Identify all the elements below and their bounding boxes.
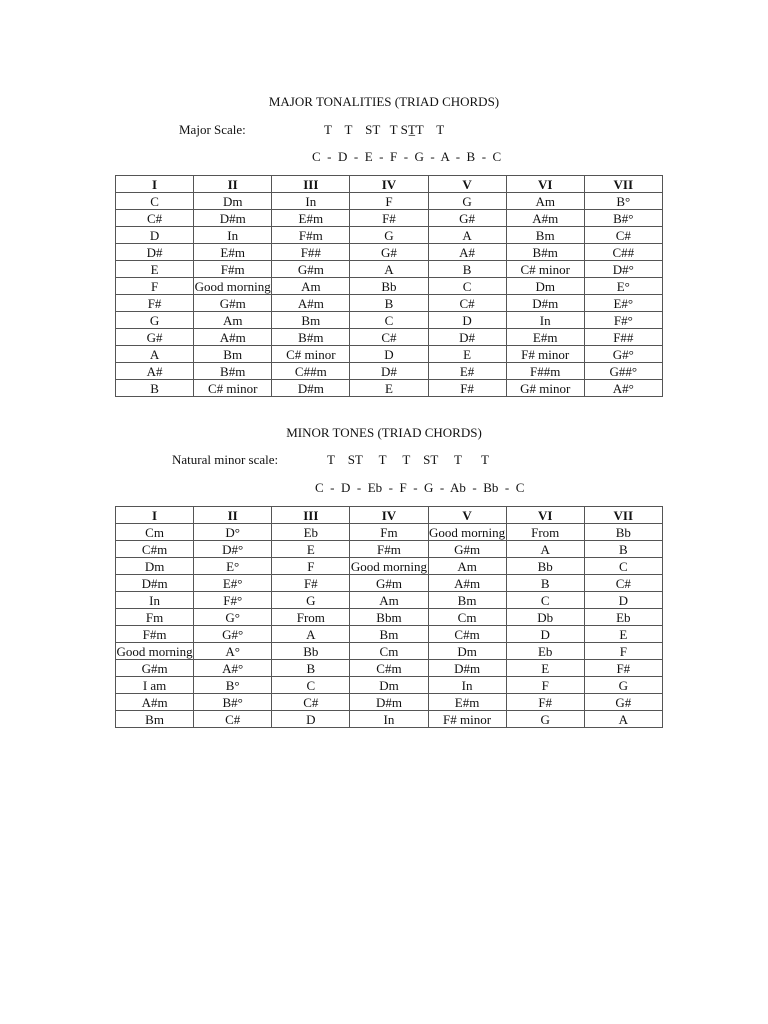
major-table-row (116, 210, 663, 227)
minor-chord-cell: C# (194, 711, 272, 728)
major-chord-cell: C## (584, 244, 662, 261)
major-chord-cell: Good morning (194, 278, 271, 294)
major-chord-cell: G#° (584, 346, 662, 363)
major-chord-cell: Am (272, 278, 350, 295)
minor-chord-cell: Good morning (428, 524, 506, 540)
major-chord-cell: A#m (506, 210, 584, 227)
minor-chord-cell: F#m (116, 626, 194, 643)
major-header-vi: VI (506, 176, 584, 193)
minor-chord-cell: Good morning (116, 643, 193, 659)
minor-chord-cell: I am (116, 677, 194, 694)
major-header-iii: III (272, 176, 350, 193)
major-chord-cell: A (428, 227, 506, 244)
minor-chord-cell: D (272, 711, 350, 728)
major-chord-cell: D#° (584, 261, 662, 278)
minor-table-row (116, 592, 663, 609)
minor-chord-cell: Bm (428, 592, 506, 609)
minor-chord-cell: G (506, 711, 584, 728)
major-chord-cell: Bm (506, 227, 584, 244)
major-chord-cell: E (350, 380, 428, 397)
major-chord-cell: Dm (506, 278, 584, 295)
minor-chord-cell: G#m (116, 660, 194, 677)
minor-table-row (116, 558, 663, 575)
major-table-row (116, 244, 663, 261)
major-chord-cell: F## (584, 329, 662, 346)
minor-title: MINOR TONES (TRIAD CHORDS) (286, 425, 482, 440)
minor-chord-cell: G° (194, 609, 272, 626)
minor-chord-cell: D° (194, 524, 272, 541)
major-chord-cell: C# (584, 227, 662, 244)
major-header-i: I (116, 176, 194, 193)
minor-chord-cell: Dm (116, 558, 194, 575)
minor-chord-cell: E (272, 541, 350, 558)
minor-header-ii: II (194, 507, 272, 524)
minor-chord-cell: In (350, 711, 428, 728)
minor-header-iv: IV (350, 507, 428, 524)
major-header-row (116, 176, 663, 193)
major-chord-cell: D#m (506, 295, 584, 312)
major-chord-cell: A#m (272, 295, 350, 312)
minor-chord-cell: F (506, 677, 584, 694)
major-title: MAJOR TONALITIES (TRIAD CHORDS) (268, 94, 500, 109)
major-chord-cell: F# (116, 295, 194, 312)
major-chord-cell: C# (428, 295, 506, 312)
major-chord-cell: D (350, 346, 428, 363)
major-chord-cell: C# minor (194, 380, 272, 397)
minor-chord-cell: C# (272, 694, 350, 711)
major-table-row (116, 312, 663, 329)
major-chord-cell: Bb (350, 278, 428, 295)
minor-chord-cell: G (584, 677, 662, 694)
minor-chord-cell: G#m (350, 575, 428, 592)
minor-chord-cell: Good morning (350, 558, 428, 574)
minor-chord-cell: A#m (428, 575, 506, 592)
major-chord-cell: F#° (584, 312, 662, 329)
major-chord-cell: D#m (272, 380, 350, 397)
minor-header-v: V (428, 507, 506, 524)
major-table-row (116, 193, 663, 210)
minor-chord-cell: E#m (428, 694, 506, 711)
major-chord-cell: D# (428, 329, 506, 346)
major-chord-cell: F## (272, 244, 350, 261)
major-chord-cell: D# (116, 244, 194, 261)
minor-chord-cell: D (506, 626, 584, 643)
major-chord-cell: F# minor (506, 346, 584, 363)
major-chord-cell: C##m (272, 363, 350, 380)
major-chord-cell: C (350, 312, 428, 329)
major-chord-cell: In (194, 227, 272, 244)
minor-chord-cell: Cm (116, 524, 194, 541)
major-chord-cell: A (350, 261, 428, 278)
minor-chord-cell: F# (272, 575, 350, 592)
minor-table-row (116, 541, 663, 558)
major-chord-cell: C# (116, 210, 194, 227)
major-table-row (116, 380, 663, 397)
minor-scale-notes: C - D - Eb - F - G - Ab - Bb - C (315, 480, 525, 495)
minor-chord-cell: Bb (584, 524, 662, 541)
minor-table-row (116, 643, 663, 660)
major-table-row (116, 363, 663, 380)
major-chord-cell: Am (194, 312, 272, 329)
major-table-row (116, 346, 663, 363)
major-chord-cell: D# (350, 363, 428, 380)
minor-chord-cell: Bm (116, 711, 194, 728)
major-table-row (116, 278, 663, 295)
minor-header-vii: VII (584, 507, 662, 524)
minor-chord-cell: From (272, 609, 350, 626)
minor-chord-cell: Fm (116, 609, 194, 626)
minor-chord-cell: C#m (350, 660, 428, 677)
major-chord-cell: A#° (584, 380, 662, 397)
major-chord-cell: A# (116, 363, 194, 380)
major-chord-cell: G# (116, 329, 194, 346)
minor-chord-cell: G# (584, 694, 662, 711)
major-chord-cell: C# minor (506, 261, 584, 278)
minor-chord-cell: Db (506, 609, 584, 626)
major-header-ii: II (194, 176, 272, 193)
minor-chord-cell: A (506, 541, 584, 558)
major-table-row (116, 227, 663, 244)
major-chord-cell: B (116, 380, 194, 397)
minor-chord-cell: A (272, 626, 350, 643)
minor-chord-cell: B#° (194, 694, 272, 711)
minor-chord-cell: F#° (194, 592, 272, 609)
major-chord-cell: G# (428, 210, 506, 227)
minor-header-row (116, 507, 663, 524)
major-chord-cell: E (428, 346, 506, 363)
major-scale-notes: C - D - E - F - G - A - B - C (312, 149, 502, 164)
minor-chord-cell: B (584, 541, 662, 558)
major-chord-cell: C (428, 278, 506, 295)
minor-chord-cell: Eb (272, 524, 350, 541)
minor-chord-cell: Eb (584, 609, 662, 626)
major-header-vii: VII (584, 176, 662, 193)
minor-chord-cell: B (506, 575, 584, 592)
minor-chord-cell: B (272, 660, 350, 677)
minor-chord-cell: Eb (506, 643, 584, 660)
major-table-row (116, 261, 663, 278)
major-chord-cell: E#m (506, 329, 584, 346)
minor-chord-cell: Bb (272, 643, 350, 660)
minor-chord-cell: G#m (428, 541, 506, 558)
major-table-row (116, 295, 663, 312)
major-chord-cell: Bm (272, 312, 350, 329)
major-scale-steps: T T ST T ST̲T T (324, 122, 445, 137)
minor-chord-cell: C#m (428, 626, 506, 643)
major-chord-cell: E# (428, 363, 506, 380)
minor-chord-cell: Am (428, 558, 506, 575)
major-chord-cell: G (428, 193, 506, 210)
major-chord-cell: F#m (272, 227, 350, 244)
major-chord-cell: G#m (194, 295, 272, 312)
major-chord-cell: C (116, 193, 194, 210)
major-chord-cell: F# (350, 210, 428, 227)
minor-chord-cell: Bb (506, 558, 584, 575)
major-chord-cell: In (272, 193, 350, 210)
minor-chord-cell: F# (506, 694, 584, 711)
minor-chord-cell: From (506, 524, 584, 541)
major-chord-cell: B#m (272, 329, 350, 346)
minor-chord-cell: D#m (428, 660, 506, 677)
major-chord-cell: B (428, 261, 506, 278)
major-chord-cell: C# minor (272, 346, 350, 363)
major-chord-cell: Bm (194, 346, 272, 363)
minor-table-row (116, 660, 663, 677)
minor-table-row (116, 694, 663, 711)
minor-chord-cell: E° (194, 558, 272, 575)
major-chord-table (115, 175, 663, 397)
major-chord-cell: E#m (272, 210, 350, 227)
major-chord-cell: B#m (506, 244, 584, 261)
minor-chord-cell: Cm (428, 609, 506, 626)
major-chord-cell: A (116, 346, 194, 363)
major-scale-label: Major Scale: (179, 122, 246, 137)
minor-chord-cell: E (584, 626, 662, 643)
major-chord-cell: D (116, 227, 194, 244)
major-chord-cell: A# (428, 244, 506, 261)
minor-chord-cell: C (272, 677, 350, 694)
minor-chord-cell: D#° (194, 541, 272, 558)
minor-chord-table (115, 506, 663, 728)
minor-scale-steps: T ST T T ST T T (327, 452, 489, 467)
major-chord-cell: E° (584, 278, 662, 295)
minor-chord-cell: D#m (116, 575, 194, 592)
minor-chord-cell: F (584, 643, 662, 660)
minor-table-row (116, 626, 663, 643)
major-chord-cell: G# minor (506, 380, 584, 397)
minor-chord-cell: Am (350, 592, 428, 609)
minor-chord-cell: F# minor (428, 711, 506, 728)
minor-chord-cell: A#m (116, 694, 194, 711)
minor-chord-cell: G (272, 592, 350, 609)
major-header-iv: IV (350, 176, 428, 193)
major-chord-cell: B (350, 295, 428, 312)
major-chord-cell: G#m (272, 261, 350, 278)
major-chord-cell: F#m (194, 261, 272, 278)
major-chord-cell: E#° (584, 295, 662, 312)
major-chord-cell: G##° (584, 363, 662, 380)
minor-chord-cell: A (584, 711, 662, 728)
minor-chord-cell: Cm (350, 643, 428, 660)
major-chord-cell: E#m (194, 244, 272, 261)
minor-table-row (116, 524, 663, 541)
major-chord-cell: B#m (194, 363, 272, 380)
minor-chord-cell: In (428, 677, 506, 694)
minor-scale-label: Natural minor scale: (172, 452, 279, 467)
minor-chord-cell: In (116, 592, 194, 609)
major-chord-cell: In (506, 312, 584, 329)
major-chord-cell: G (350, 227, 428, 244)
major-chord-cell: C# (350, 329, 428, 346)
major-header-v: V (428, 176, 506, 193)
minor-chord-cell: Bm (350, 626, 428, 643)
major-chord-cell: F (350, 193, 428, 210)
major-chord-cell: G# (350, 244, 428, 261)
minor-table-row (116, 609, 663, 626)
minor-chord-cell: F#m (350, 541, 428, 558)
major-table-row (116, 329, 663, 346)
minor-chord-cell: E#° (194, 575, 272, 592)
major-chord-cell: F (116, 278, 194, 295)
minor-chord-cell: Dm (428, 643, 506, 660)
minor-chord-cell: F (272, 558, 350, 575)
minor-chord-cell: G#° (194, 626, 272, 643)
minor-chord-cell: Fm (350, 524, 428, 541)
minor-chord-cell: C# (584, 575, 662, 592)
major-chord-cell: Am (506, 193, 584, 210)
minor-header-vi: VI (506, 507, 584, 524)
minor-table-row (116, 711, 663, 728)
minor-table-row (116, 677, 663, 694)
minor-table-row (116, 575, 663, 592)
major-chord-cell: G (116, 312, 194, 329)
minor-chord-cell: C#m (116, 541, 194, 558)
minor-chord-cell: A#° (194, 660, 272, 677)
major-chord-cell: F##m (506, 363, 584, 380)
major-chord-cell: A#m (194, 329, 272, 346)
minor-header-iii: III (272, 507, 350, 524)
minor-chord-cell: Dm (350, 677, 428, 694)
major-chord-cell: B° (584, 193, 662, 210)
major-chord-cell: D (428, 312, 506, 329)
minor-chord-cell: C (506, 592, 584, 609)
minor-chord-cell: C (584, 558, 662, 575)
minor-chord-cell: E (506, 660, 584, 677)
minor-header-i: I (116, 507, 194, 524)
major-chord-cell: Dm (194, 193, 272, 210)
major-chord-cell: B#° (584, 210, 662, 227)
minor-chord-cell: D#m (350, 694, 428, 711)
minor-chord-cell: B° (194, 677, 272, 694)
minor-chord-cell: D (584, 592, 662, 609)
major-chord-cell: D#m (194, 210, 272, 227)
major-chord-cell: F# (428, 380, 506, 397)
minor-chord-cell: F# (584, 660, 662, 677)
minor-chord-cell: Bbm (350, 609, 428, 626)
major-chord-cell: E (116, 261, 194, 278)
minor-chord-cell: A° (194, 643, 272, 660)
